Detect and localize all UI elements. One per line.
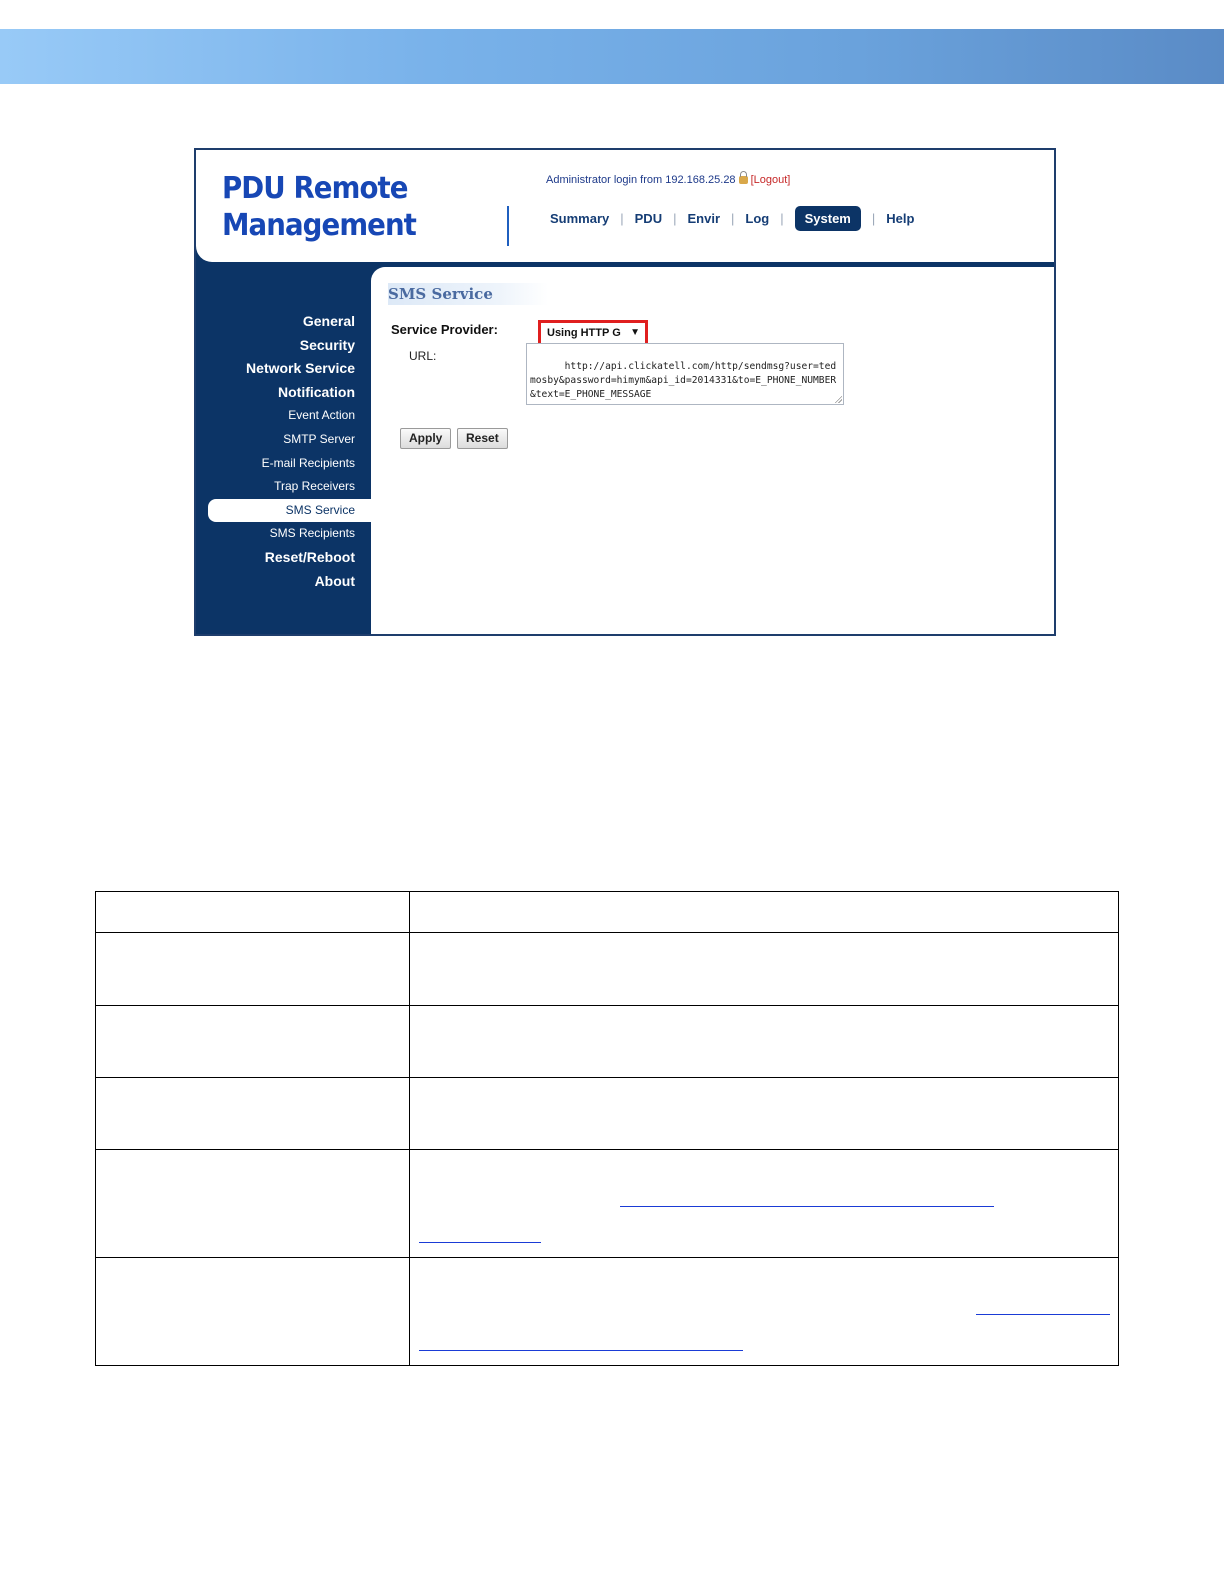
- table-cell: [410, 1006, 1119, 1078]
- tab-help[interactable]: Help: [886, 211, 915, 226]
- link-underline[interactable]: [419, 1350, 743, 1351]
- table-cell: [96, 933, 410, 1006]
- sidebar-item-email-recipients[interactable]: E-mail Recipients: [261, 455, 355, 470]
- logo-line-2: Management: [222, 208, 416, 243]
- table-cell: [410, 933, 1119, 1006]
- header: [196, 150, 1054, 262]
- table-row: [96, 1150, 1119, 1258]
- sidebar-item-reset-reboot[interactable]: Reset/Reboot: [264, 548, 355, 565]
- service-provider-value: Using HTTP G: [547, 327, 621, 339]
- tab-system[interactable]: System: [795, 206, 861, 231]
- table-cell: [96, 1258, 410, 1366]
- tab-summary[interactable]: Summary: [550, 211, 610, 226]
- link-underline[interactable]: [419, 1242, 541, 1243]
- nav-separator: |: [620, 211, 624, 226]
- login-status-text: Administrator login from 192.168.25.28: [546, 174, 736, 186]
- logout-link[interactable]: [Logout]: [750, 174, 791, 186]
- sidebar-item-notification[interactable]: Notification: [278, 383, 355, 400]
- link-underline[interactable]: [620, 1206, 994, 1207]
- resize-grip-icon[interactable]: [834, 395, 842, 403]
- tab-log[interactable]: Log: [745, 211, 770, 226]
- table-cell: [410, 1078, 1119, 1150]
- sidebar-item-trap-receivers[interactable]: Trap Receivers: [274, 479, 355, 494]
- top-banner: [0, 29, 1224, 84]
- table-cell: [96, 1078, 410, 1150]
- nav-separator: |: [780, 211, 784, 226]
- table-row: [96, 892, 1119, 933]
- sidebar-item-sms-service[interactable]: SMS Service: [208, 499, 371, 523]
- table-cell: [96, 1006, 410, 1078]
- top-navigation: [550, 206, 914, 231]
- url-value: http://api.clickatell.com/http/sendmsg?user=tedmosby&password=himym&api_id=2014331&to=E_PHONE_NUMBER&text=E_PHONE_MESSAGE: [530, 361, 837, 400]
- login-status: [546, 174, 790, 186]
- pdu-web-window: [194, 148, 1056, 636]
- table-cell: [410, 1150, 1119, 1258]
- description-table: [95, 891, 1119, 1366]
- header-divider: [507, 206, 509, 246]
- logo-line-1: PDU Remote: [222, 171, 408, 206]
- tab-envir[interactable]: Envir: [687, 211, 720, 226]
- reset-button[interactable]: Reset: [457, 428, 508, 449]
- dropdown-arrow-icon: ▼: [630, 327, 640, 338]
- nav-separator: |: [871, 211, 876, 226]
- table-row: [96, 1258, 1119, 1366]
- link-underline[interactable]: [976, 1314, 1110, 1315]
- sidebar: [196, 310, 371, 593]
- sidebar-item-sms-recipients[interactable]: SMS Recipients: [269, 526, 355, 541]
- tab-pdu[interactable]: PDU: [634, 211, 663, 226]
- table-row: [96, 933, 1119, 1006]
- url-label: URL:: [409, 349, 437, 363]
- sidebar-item-security[interactable]: Security: [299, 336, 355, 353]
- table-cell: [96, 1150, 410, 1258]
- url-textarea[interactable]: [526, 343, 844, 405]
- table-row: [96, 1078, 1119, 1150]
- sidebar-item-event-action[interactable]: Event Action: [288, 408, 355, 423]
- content-corner: [371, 267, 385, 281]
- sidebar-item-smtp-server[interactable]: SMTP Server: [283, 431, 355, 446]
- table-cell: [410, 892, 1119, 933]
- section-title: SMS Service: [388, 283, 548, 305]
- table-cell: [410, 1258, 1119, 1366]
- nav-separator: |: [673, 211, 677, 226]
- header-corner: [196, 230, 212, 264]
- service-provider-label: Service Provider:: [391, 322, 498, 337]
- sidebar-item-about[interactable]: About: [314, 572, 355, 589]
- lock-icon: [739, 176, 748, 184]
- sidebar-item-general[interactable]: General: [302, 313, 355, 329]
- sidebar-item-network-service[interactable]: Network Service: [246, 360, 355, 377]
- table-cell: [96, 892, 410, 933]
- nav-separator: |: [731, 211, 735, 226]
- table-row: [96, 1006, 1119, 1078]
- apply-button[interactable]: Apply: [400, 428, 451, 449]
- app-logo: [222, 170, 416, 244]
